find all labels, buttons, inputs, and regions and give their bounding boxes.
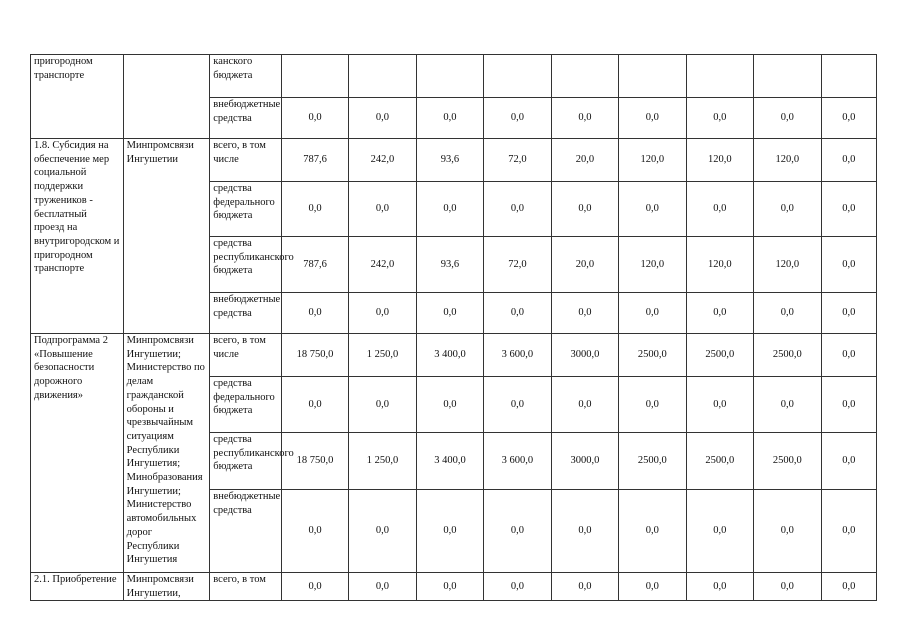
value-cell: 2500,0 bbox=[686, 334, 753, 377]
value-cell: 0,0 bbox=[686, 182, 753, 237]
value-cell: 0,0 bbox=[416, 573, 483, 601]
value-cell: 0,0 bbox=[821, 433, 876, 490]
value-cell: 3 600,0 bbox=[484, 433, 551, 490]
value-cell: 0,0 bbox=[619, 182, 686, 237]
value-cell: 0,0 bbox=[281, 377, 348, 433]
value-cell: 0,0 bbox=[754, 573, 821, 601]
executor-cell: Минпромсвязи Ингушетии, bbox=[123, 573, 210, 601]
value-cell: 3000,0 bbox=[551, 433, 618, 490]
value-cell: 0,0 bbox=[551, 490, 618, 573]
value-cell: 0,0 bbox=[821, 293, 876, 334]
value-cell: 120,0 bbox=[619, 139, 686, 182]
value-cell: 0,0 bbox=[754, 98, 821, 139]
value-cell: 1 250,0 bbox=[349, 433, 416, 490]
value-cell bbox=[281, 55, 348, 98]
value-cell: 0,0 bbox=[349, 98, 416, 139]
value-cell: 0,0 bbox=[281, 98, 348, 139]
funding-source-cell: канского бюджета bbox=[210, 55, 282, 98]
value-cell: 0,0 bbox=[754, 377, 821, 433]
funding-source-cell: средства республиканского бюджета bbox=[210, 237, 282, 293]
funding-source-cell: всего, в том bbox=[210, 573, 282, 601]
value-cell: 3 400,0 bbox=[416, 334, 483, 377]
budget-table bbox=[30, 54, 877, 601]
funding-source-cell: всего, в том числе bbox=[210, 334, 282, 377]
value-cell: 0,0 bbox=[686, 293, 753, 334]
value-cell: 0,0 bbox=[349, 182, 416, 237]
value-cell bbox=[484, 55, 551, 98]
value-cell: 0,0 bbox=[821, 98, 876, 139]
value-cell: 18 750,0 bbox=[281, 334, 348, 377]
value-cell: 0,0 bbox=[349, 490, 416, 573]
value-cell: 0,0 bbox=[484, 490, 551, 573]
value-cell bbox=[416, 55, 483, 98]
funding-source-cell: всего, в том числе bbox=[210, 139, 282, 182]
program-name-cell: Подпрограмма 2 «Повышение безопасности дорожного движения» bbox=[31, 334, 124, 573]
value-cell: 0,0 bbox=[821, 490, 876, 573]
funding-source-cell: средства республиканского бюджета bbox=[210, 433, 282, 490]
value-cell: 0,0 bbox=[416, 182, 483, 237]
value-cell: 0,0 bbox=[416, 98, 483, 139]
value-cell: 0,0 bbox=[484, 293, 551, 334]
value-cell: 0,0 bbox=[281, 490, 348, 573]
value-cell bbox=[619, 55, 686, 98]
funding-source-cell: средства федерального бюджета bbox=[210, 377, 282, 433]
value-cell: 0,0 bbox=[619, 490, 686, 573]
table-body bbox=[31, 55, 877, 601]
value-cell: 2500,0 bbox=[686, 433, 753, 490]
value-cell: 787,6 bbox=[281, 237, 348, 293]
value-cell: 0,0 bbox=[686, 98, 753, 139]
value-cell: 0,0 bbox=[619, 98, 686, 139]
table-row bbox=[31, 55, 877, 98]
value-cell: 242,0 bbox=[349, 237, 416, 293]
executor-cell: Минпромсвязи Ингушетии bbox=[123, 139, 210, 334]
value-cell: 0,0 bbox=[754, 293, 821, 334]
value-cell: 120,0 bbox=[754, 139, 821, 182]
value-cell: 0,0 bbox=[821, 334, 876, 377]
funding-source-cell: средства федерального бюджета bbox=[210, 182, 282, 237]
value-cell bbox=[551, 55, 618, 98]
value-cell: 0,0 bbox=[619, 377, 686, 433]
table-row bbox=[31, 334, 877, 377]
value-cell: 0,0 bbox=[349, 293, 416, 334]
value-cell: 3 400,0 bbox=[416, 433, 483, 490]
value-cell: 0,0 bbox=[821, 139, 876, 182]
executor-cell bbox=[123, 55, 210, 139]
value-cell bbox=[821, 55, 876, 98]
value-cell: 0,0 bbox=[551, 98, 618, 139]
value-cell: 0,0 bbox=[551, 573, 618, 601]
value-cell: 0,0 bbox=[484, 98, 551, 139]
value-cell: 20,0 bbox=[551, 139, 618, 182]
value-cell: 1 250,0 bbox=[349, 334, 416, 377]
value-cell: 0,0 bbox=[484, 182, 551, 237]
value-cell: 0,0 bbox=[349, 377, 416, 433]
value-cell: 2500,0 bbox=[754, 433, 821, 490]
table-row bbox=[31, 573, 877, 601]
value-cell: 242,0 bbox=[349, 139, 416, 182]
table-row bbox=[31, 139, 877, 182]
value-cell: 0,0 bbox=[686, 490, 753, 573]
value-cell: 0,0 bbox=[821, 237, 876, 293]
value-cell: 120,0 bbox=[619, 237, 686, 293]
value-cell bbox=[686, 55, 753, 98]
value-cell: 0,0 bbox=[821, 377, 876, 433]
value-cell: 0,0 bbox=[754, 182, 821, 237]
funding-source-cell: внебюджетные средства bbox=[210, 490, 282, 573]
value-cell: 0,0 bbox=[281, 573, 348, 601]
value-cell bbox=[349, 55, 416, 98]
value-cell: 2500,0 bbox=[619, 433, 686, 490]
value-cell: 0,0 bbox=[754, 490, 821, 573]
funding-source-cell: внебюджетные средства bbox=[210, 98, 282, 139]
value-cell: 72,0 bbox=[484, 139, 551, 182]
value-cell: 0,0 bbox=[416, 293, 483, 334]
value-cell: 0,0 bbox=[686, 377, 753, 433]
value-cell: 3000,0 bbox=[551, 334, 618, 377]
value-cell: 120,0 bbox=[686, 237, 753, 293]
value-cell: 3 600,0 bbox=[484, 334, 551, 377]
value-cell: 787,6 bbox=[281, 139, 348, 182]
value-cell: 93,6 bbox=[416, 139, 483, 182]
value-cell: 0,0 bbox=[551, 377, 618, 433]
value-cell: 0,0 bbox=[416, 377, 483, 433]
funding-source-cell: внебюджетные средства bbox=[210, 293, 282, 334]
value-cell: 18 750,0 bbox=[281, 433, 348, 490]
value-cell: 0,0 bbox=[686, 573, 753, 601]
value-cell: 0,0 bbox=[821, 573, 876, 601]
value-cell: 0,0 bbox=[821, 182, 876, 237]
value-cell bbox=[754, 55, 821, 98]
program-name-cell: 2.1. Приобретение bbox=[31, 573, 124, 601]
value-cell: 120,0 bbox=[754, 237, 821, 293]
value-cell: 0,0 bbox=[619, 293, 686, 334]
value-cell: 120,0 bbox=[686, 139, 753, 182]
value-cell: 0,0 bbox=[551, 293, 618, 334]
value-cell: 0,0 bbox=[349, 573, 416, 601]
value-cell: 0,0 bbox=[281, 293, 348, 334]
value-cell: 72,0 bbox=[484, 237, 551, 293]
value-cell: 0,0 bbox=[619, 573, 686, 601]
executor-cell: Минпромсвязи Ингушетии; Министерство по делам гражданской обороны и чрезвычайным ситуациям Республики Ингушетия; Минобразования Ингушетии; Министерство автомобильных дорог Республики Ингушетия bbox=[123, 334, 210, 573]
value-cell: 0,0 bbox=[281, 182, 348, 237]
value-cell: 0,0 bbox=[416, 490, 483, 573]
program-name-cell: пригородном транспорте bbox=[31, 55, 124, 139]
value-cell: 0,0 bbox=[484, 573, 551, 601]
value-cell: 20,0 bbox=[551, 237, 618, 293]
value-cell: 2500,0 bbox=[619, 334, 686, 377]
value-cell: 2500,0 bbox=[754, 334, 821, 377]
program-name-cell: 1.8. Субсидия на обеспечение мер социальной поддержки тружеников - бесплатный проезд на внутригородском и пригородном транспорте bbox=[31, 139, 124, 334]
value-cell: 0,0 bbox=[484, 377, 551, 433]
value-cell: 93,6 bbox=[416, 237, 483, 293]
value-cell: 0,0 bbox=[551, 182, 618, 237]
